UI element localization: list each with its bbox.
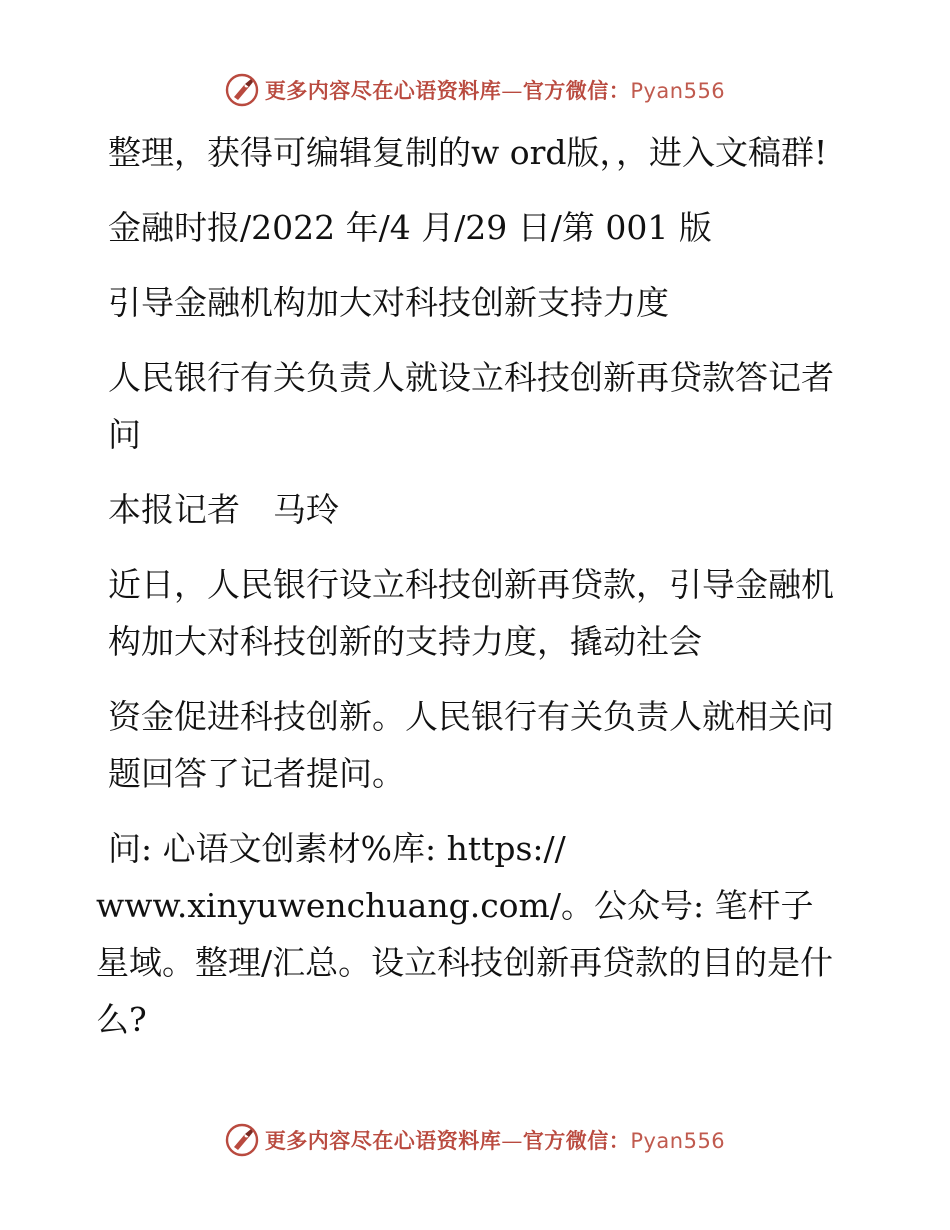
article-headline: 引导金融机构加大对科技创新支持力度 — [108, 283, 669, 322]
watermark-wechat-id: Pyan556 — [630, 1129, 726, 1153]
watermark-text — [265, 1125, 725, 1155]
watermark-site-text: 更多内容尽在心语资料库 — [264, 1128, 502, 1153]
paragraph-question-body: www.xinyuwenchuang.com/。公众号: 笔杆子星域。整理/汇总。设立科技创新再贷款的目的是什么? — [96, 886, 834, 1039]
watermark-dash: — — [501, 1129, 523, 1153]
pen-nib-logo-icon — [225, 73, 259, 107]
paragraph-lead-continued: 资金促进科技创新。人民银行有关负责人就相关问题回答了记者提问。 — [108, 697, 834, 793]
watermark-wechat-id: Pyan556 — [630, 79, 726, 103]
watermark-site-text: 更多内容尽在心语资料库 — [264, 78, 502, 103]
footer-watermark-banner — [0, 1120, 950, 1160]
watermark-text — [265, 75, 725, 105]
paragraph-intro: 整理，获得可编辑复制的w ord版，，进入文稿群! — [108, 133, 828, 172]
document-body — [96, 124, 836, 1048]
watermark-wechat-label: 官方微信： — [522, 1128, 631, 1153]
header-watermark-banner — [0, 70, 950, 110]
pen-nib-logo-icon — [225, 1123, 259, 1157]
watermark-dash: — — [501, 79, 523, 103]
paragraph-question-prefix: 问: 心语文创素材%库: https:// — [108, 829, 566, 868]
article-byline: 本报记者 马玲 — [108, 490, 339, 529]
paragraph-source-line: 金融时报/2022 年/4 月/29 日/第 001 版 — [108, 208, 712, 247]
watermark-wechat-label: 官方微信： — [522, 78, 631, 103]
article-subheadline: 人民银行有关负责人就设立科技创新再贷款答记者问 — [108, 358, 834, 454]
paragraph-lead: 近日，人民银行设立科技创新再贷款，引导金融机构加大对科技创新的支持力度，撬动社会 — [108, 565, 834, 661]
